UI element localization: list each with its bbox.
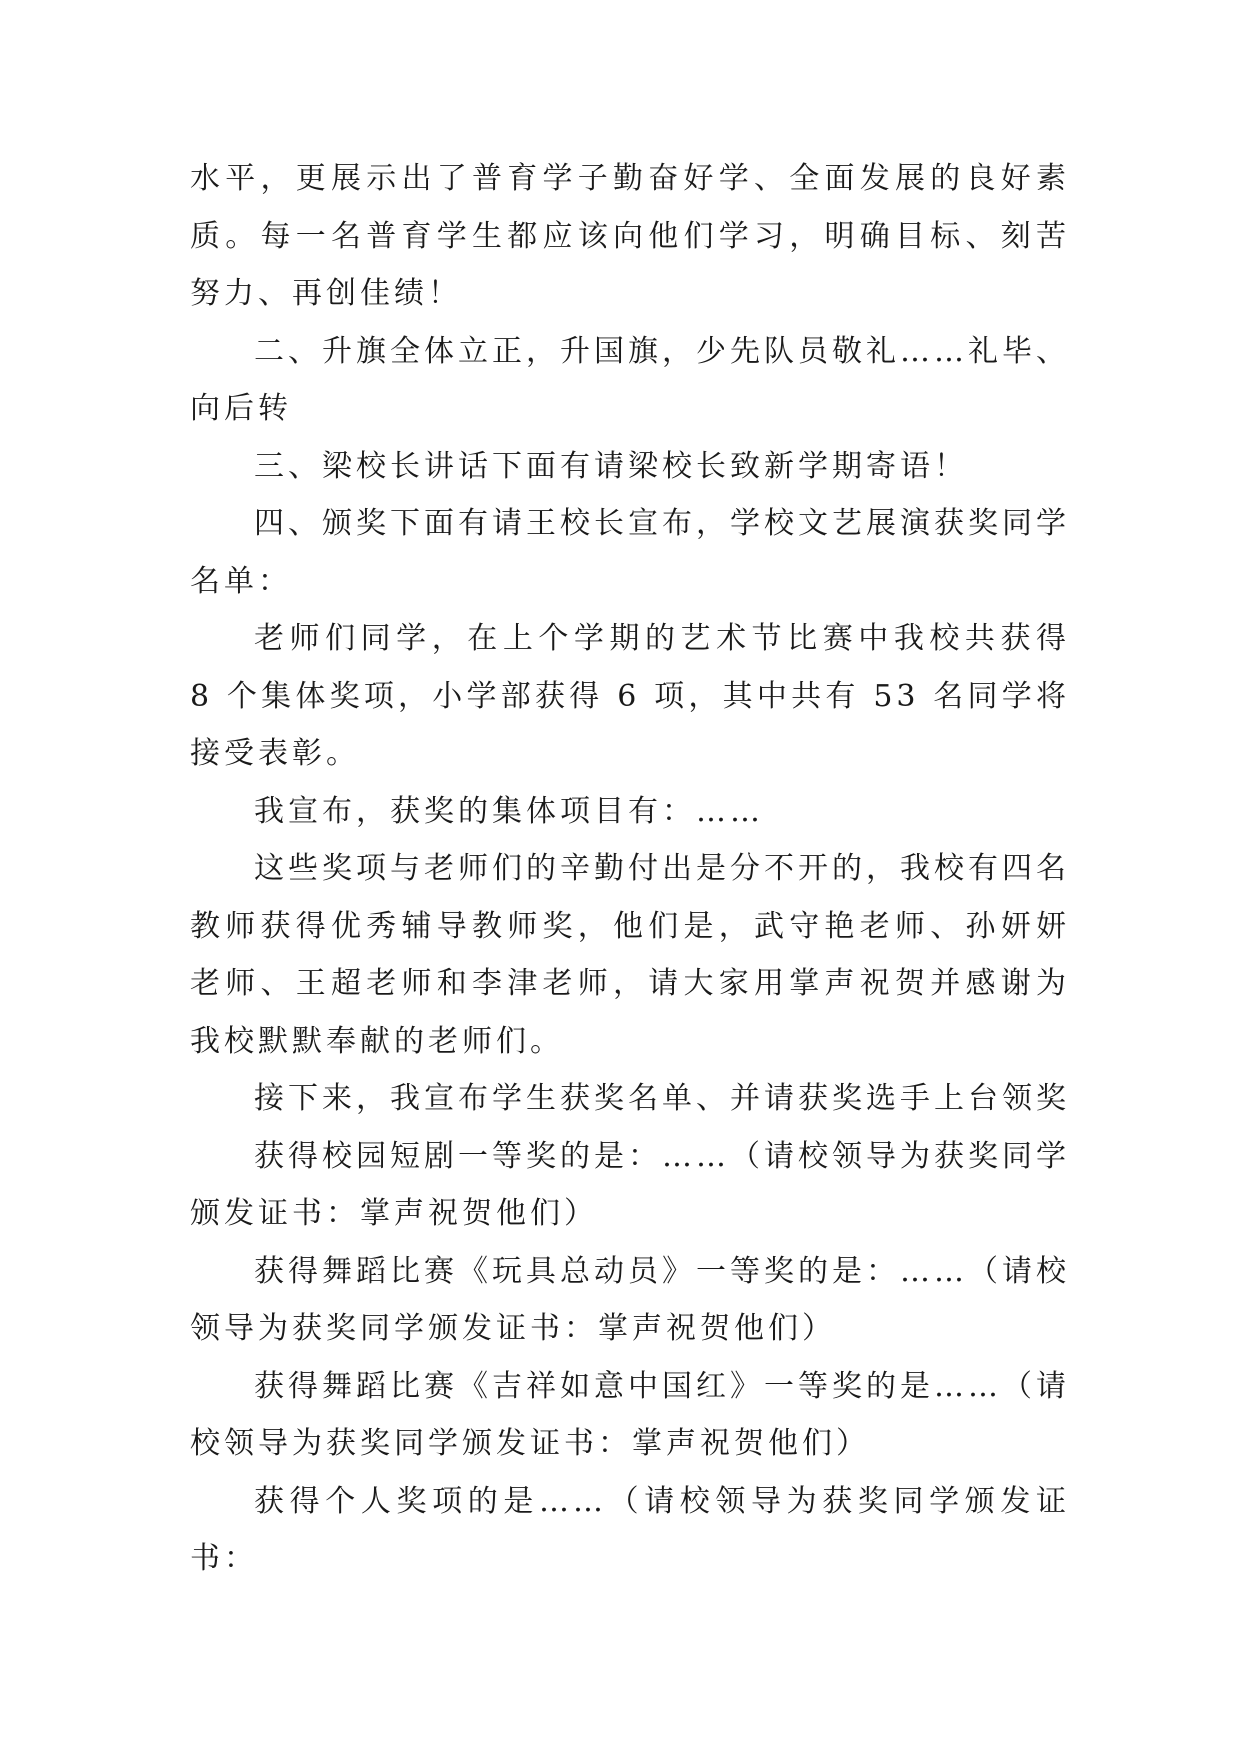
- paragraph-award-intro: 四、颁奖下面有请王校长宣布，学校文艺展演获奖同学名单：: [190, 506, 1070, 599]
- paragraph-flag-raising: 二、升旗全体立正，升国旗，少先队员敬礼……礼毕、向后转: [190, 333, 1070, 426]
- paragraph-individual-awards: 获得个人奖项的是……（请校领导为获奖同学颁发证书：: [190, 1483, 1070, 1576]
- paragraph-teacher-awards: 这些奖项与老师们的辛勤付出是分不开的，我校有四名教师获得优秀辅导教师奖，他们是，武守艳老师、孙妍妍老师、王超老师和李津老师，请大家用掌声祝贺并感谢为我校默默奉献的老师们。: [190, 851, 1070, 1059]
- paragraph-continuation: 水平，更展示出了普育学子勤奋好学、全面发展的良好素质。每一名普育学生都应该向他们学习，明确目标、刻苦努力、再创佳绩！: [190, 161, 1070, 311]
- paragraph-dance-award-toy-story: 获得舞蹈比赛《玩具总动员》一等奖的是：……（请校领导为获奖同学颁发证书：掌声祝贺他们）: [190, 1253, 1070, 1346]
- paragraph-principal-speech: 三、梁校长讲话下面有请梁校长致新学期寄语！: [254, 448, 968, 484]
- document-body: [190, 150, 1070, 1588]
- paragraph-collective-awards: 我宣布，获奖的集体项目有：……: [254, 793, 764, 829]
- paragraph-drama-award: 获得校园短剧一等奖的是：……（请校领导为获奖同学颁发证书：掌声祝贺他们）: [190, 1138, 1070, 1231]
- paragraph-student-awards-intro: 接下来，我宣布学生获奖名单、并请获奖选手上台领奖: [254, 1081, 1070, 1116]
- paragraph-dance-award-china-red: 获得舞蹈比赛《吉祥如意中国红》一等奖的是……（请校领导为获奖同学颁发证书：掌声祝贺他们）: [190, 1368, 1070, 1461]
- paragraph-award-summary: 老师们同学，在上个学期的艺术节比赛中我校共获得 8 个集体奖项，小学部获得 6 项，其中共有 53 名同学将接受表彰。: [190, 621, 1070, 771]
